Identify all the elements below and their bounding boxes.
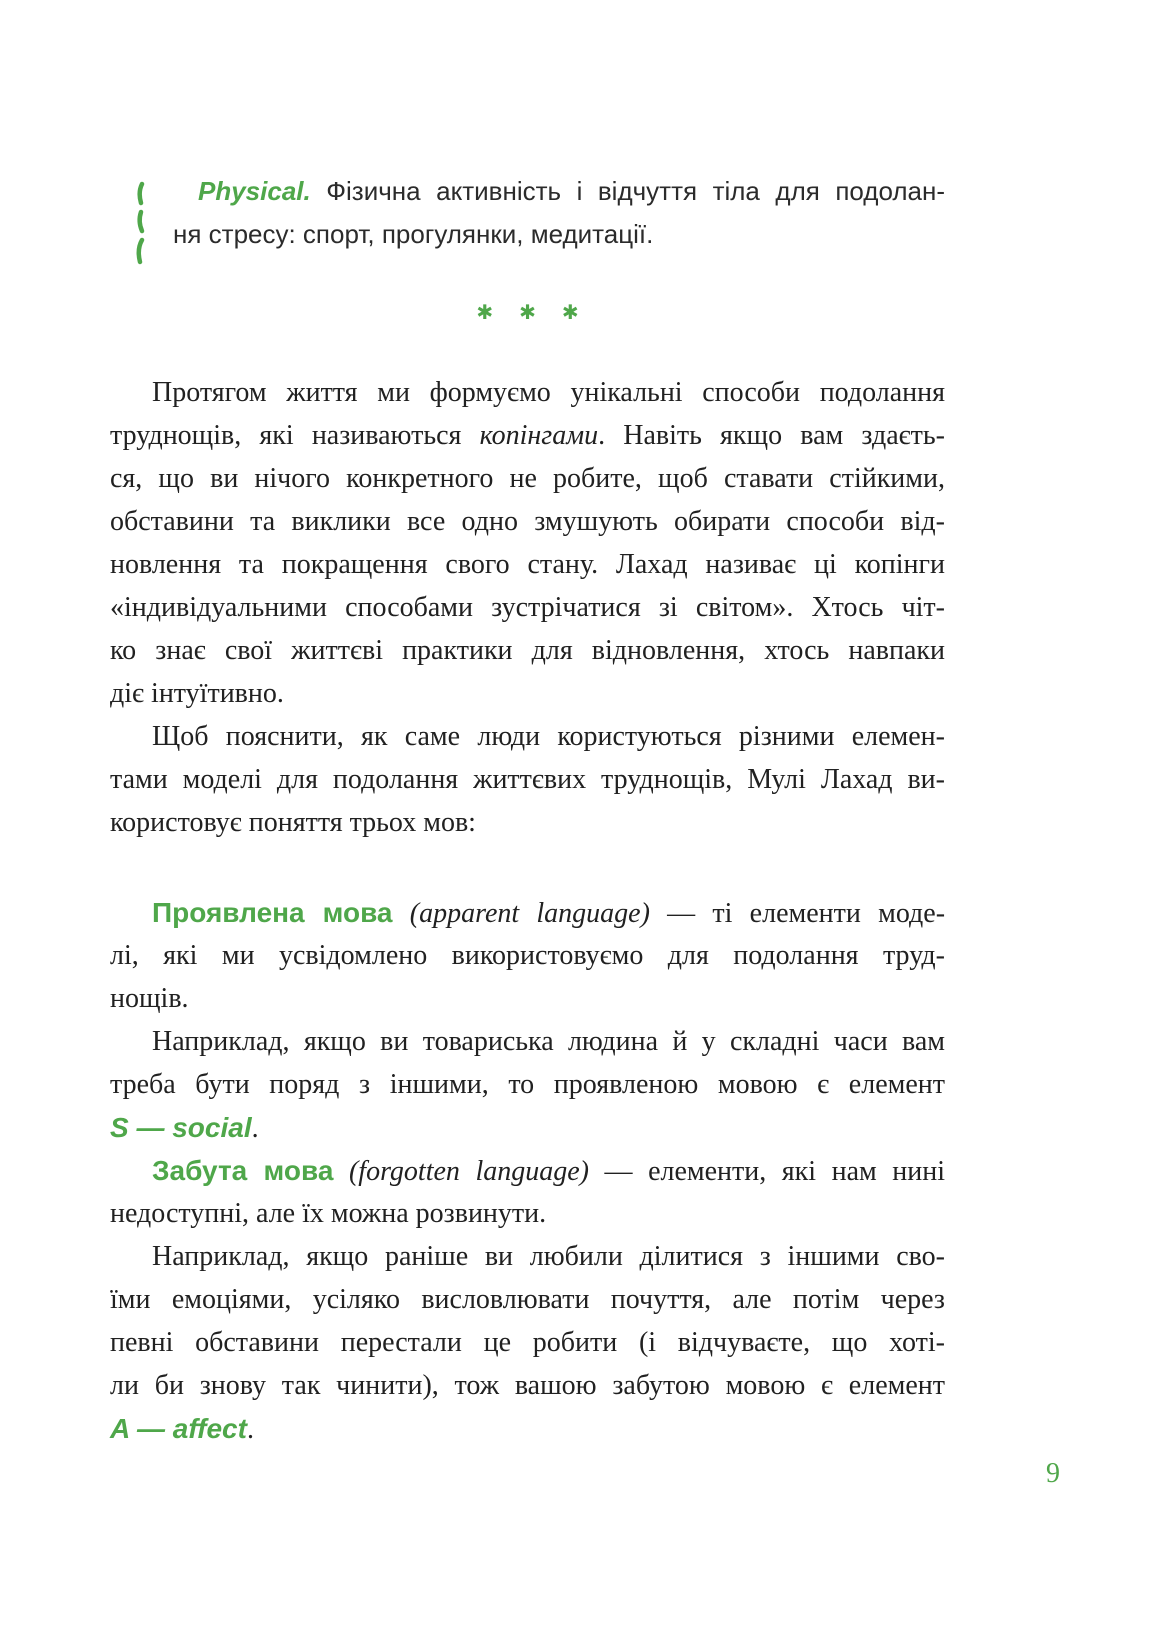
body-text: ли би знову так чинити), тож вашою забутою мовою є елемент: [110, 1370, 945, 1401]
text-line: [173, 213, 945, 256]
text-line: [110, 1364, 945, 1407]
page-content: [110, 170, 945, 1450]
body-text: — елементи, які нам нині: [589, 1156, 945, 1187]
green-term-italic: Physical.: [198, 176, 311, 206]
text-line: [110, 672, 945, 715]
body-text: — ті елементи моде-: [649, 898, 946, 929]
body-text: Протягом життя ми формуємо унікальні способи подолання: [152, 377, 945, 408]
body-text: .: [246, 1414, 254, 1445]
text-line: [110, 500, 945, 543]
italic-text: (apparent language): [409, 898, 650, 929]
paragraph-forgotten-language: [110, 1149, 945, 1235]
body-text: діє інтуїтивно.: [110, 678, 284, 709]
paragraph-social-example: [110, 1020, 945, 1149]
text-line: [110, 1278, 945, 1321]
body-text: ко знає свої життєві практики для відновлення, хтось навпаки: [110, 635, 945, 666]
paragraph-three-languages-intro: [110, 715, 945, 844]
text-line: [110, 371, 945, 414]
text-line: [110, 1192, 945, 1235]
body-text: користовує поняття трьох мов:: [110, 807, 476, 838]
paragraph-copings: [110, 371, 945, 715]
text-line: [110, 1149, 945, 1192]
text-line: [110, 457, 945, 500]
text-line: [110, 1321, 945, 1364]
body-text: Щоб пояснити, як саме люди користуються різними елемен-: [152, 721, 945, 752]
text-line: [110, 1063, 945, 1106]
text-line: [110, 543, 945, 586]
green-term: Проявлена мова: [152, 897, 393, 928]
body-text: Наприклад, якщо раніше ви любили ділитися з іншими сво-: [152, 1241, 945, 1272]
body-text: [333, 1156, 349, 1187]
body-text: труднощів, які називаються: [110, 420, 480, 451]
text-line: [110, 1407, 945, 1450]
text-line: [110, 715, 945, 758]
text-line: [110, 934, 945, 977]
text-line: [110, 1235, 945, 1278]
body-text: лі, які ми усвідомлено використовуємо для подолання труд-: [110, 940, 945, 971]
body-text: ся, що ви нічого конкретного не робите, щоб ставати стійкими,: [110, 463, 945, 494]
text-line: [110, 1020, 945, 1063]
body-text: [393, 898, 410, 929]
body-text: недоступні, але їх можна розвинути.: [110, 1198, 547, 1229]
text-line: [110, 891, 945, 934]
body-text: .: [251, 1113, 259, 1144]
body-text: їми емоціями, усіляко висловлювати почуття, але потім через: [110, 1284, 945, 1315]
page-number: 9: [1046, 1458, 1060, 1489]
asterisk-icon: ✱: [519, 300, 536, 324]
paragraph-apparent-language: [110, 891, 945, 1020]
body-text: треба бути поряд з іншими, то проявленою мовою є елемент: [110, 1069, 945, 1100]
text-line: [110, 629, 945, 672]
body-text: певні обставини перестали це робити (і відчуваєте, що хоті-: [110, 1327, 945, 1358]
body-text: нощів.: [110, 983, 189, 1014]
text-line: [173, 170, 945, 213]
body-text: обставини та виклики все одно змушують обирати способи від-: [110, 506, 945, 537]
italic-text: копінгами: [479, 420, 599, 451]
text-line: [110, 977, 945, 1020]
green-term-italic: A — affect: [110, 1413, 247, 1444]
body-text: Наприклад, якщо ви товариська людина й у складні часи вам: [152, 1026, 945, 1057]
text-line: [110, 586, 945, 629]
asterisk-icon: ✱: [561, 300, 579, 324]
body-text: Фізична активність і відчуття тіла для подолан-: [310, 176, 945, 206]
body-text: . Навіть якщо вам здаєть-: [598, 420, 945, 451]
paragraph-affect-example: [110, 1235, 945, 1450]
text-line: [110, 1106, 945, 1149]
text-line: [110, 414, 945, 457]
asterisk-icon: ✱: [476, 300, 494, 324]
italic-text: (forgotten language): [348, 1156, 589, 1187]
green-term-italic: S — social: [110, 1112, 252, 1143]
body-text: тами моделі для подолання життєвих труднощів, Мулі Лахад ви-: [110, 764, 945, 795]
section-divider: [110, 300, 945, 343]
body-text: новлення та покращення свого стану. Лахад називає ці копінги: [110, 549, 945, 580]
body-text: ня стресу: спорт, прогулянки, медитації.: [173, 219, 654, 249]
quote-paragraph: [173, 170, 945, 256]
text-line: [110, 801, 945, 844]
body-text: «індивідуальними способами зустрічатися зі світом». Хтось чіт-: [110, 592, 945, 623]
text-line: [110, 758, 945, 801]
green-term: Забута мова: [152, 1155, 334, 1186]
